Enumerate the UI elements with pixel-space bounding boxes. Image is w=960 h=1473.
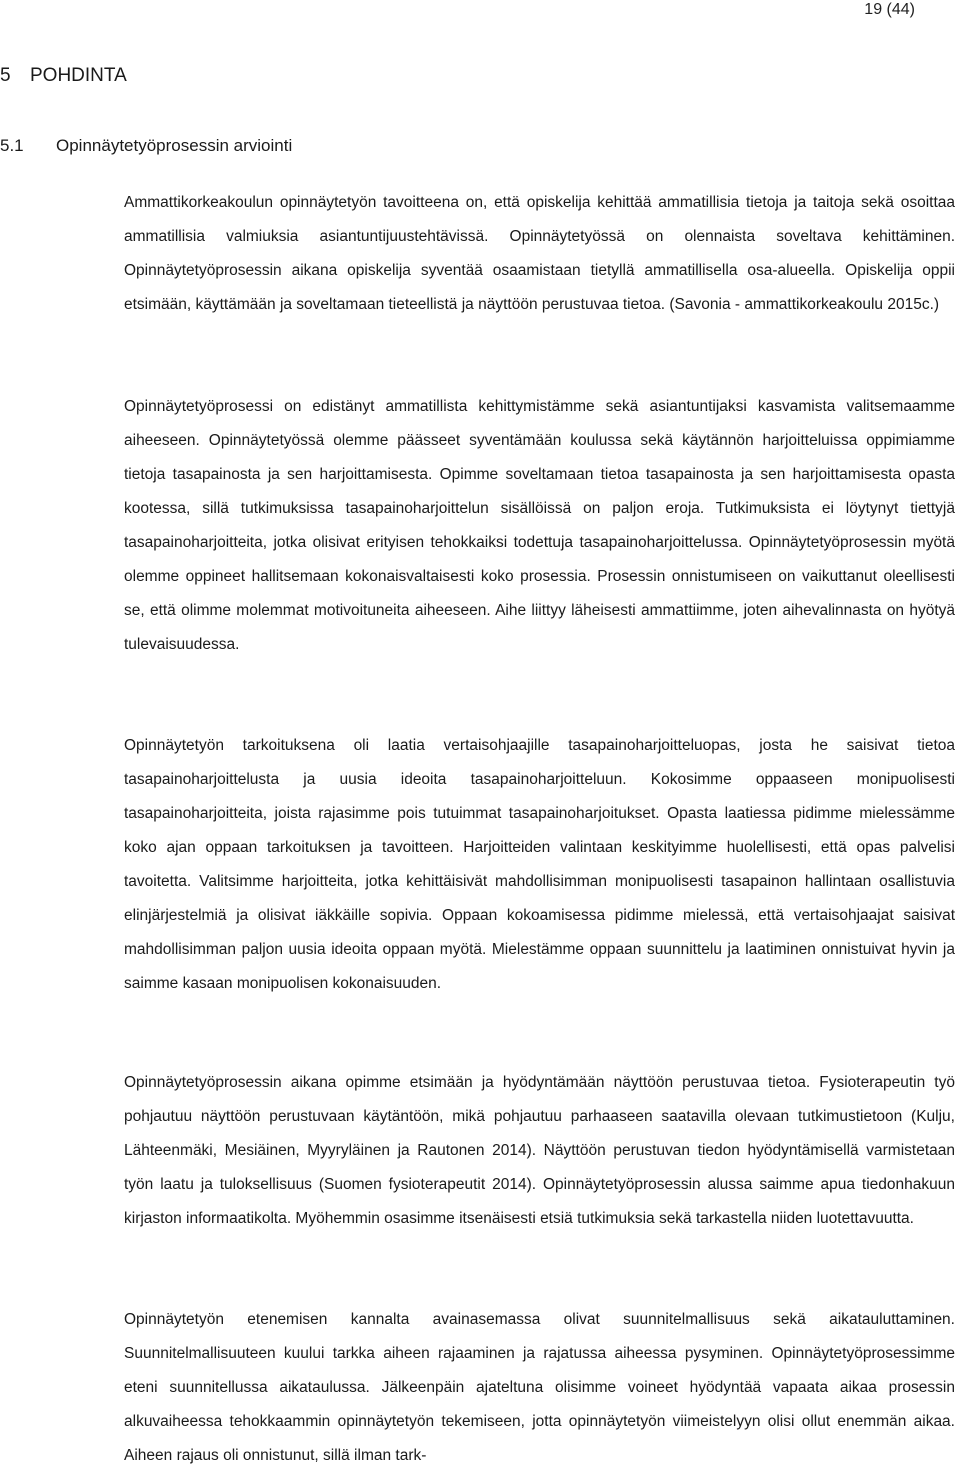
chapter-title: POHDINTA [30,65,127,86]
body-paragraph-2: Opinnäytetyöprosessi on edistänyt ammatillista kehittymistämme sekä asiantuntijaksi kasvamista valitsemaamme aiheeseen. Opinnäytetyössä olemme päässeet syventämään koulussa sekä käytännön harjoitteluissa oppimiamme tietoja tasapainosta ja sen harjoittamisesta. Opimme soveltamaan tietoa tasapainosta ja sen harjoittamisesta opasta kootessa, sillä tutkimuksissa tasapainoharjoittelun sisällöissä on paljon eroja. Tutkimuksista ei löytynyt tiettyjä tasapainoharjoitteita, jotka olisivat erityisen tehokkaiksi todettuja tasapainoharjoittelussa. Opinnäytetyöprosessin myötä olemme oppineet hallitsemaan kokonaisvaltaisesti koko prosessia. Prosessin onnistumiseen on vaikuttanut oleellisesti se, että olimme molemmat motivoituneita aiheeseen. Aihe liittyy läheisesti ammattiimme, joten aihevalinnasta on hyötyä tulevaisuudessa. [124,398,955,653]
page-number: 19 (44) [864,1,915,18]
chapter-heading [0,64,127,88]
body-paragraph-5: Opinnäytetyön etenemisen kannalta avainasemassa olivat suunnitelmallisuus sekä aikatauluttaminen. Suunnitelmallisuuteen kuului tarkka aiheen rajaaminen ja rajatussa aiheessa pysyminen. Opinnäytetyöprosessimme eteni suunnitellussa aikataulussa. Jälkeenpäin ajateltuna olisimme voineet hyödyntää vapaata aikaa prosessin alkuvaiheessa tehokkaammin opinnäytetyön tekemiseen, jotta opinnäytetyön viimeistelyyn olisi ollut enemmän aikaa. Aiheen rajaus oli onnistunut, sillä ilman tark- [124,1311,955,1464]
body-paragraph-1: Ammattikorkeakoulun opinnäytetyön tavoitteena on, että opiskelija kehittää ammatillisia tietoja ja taitoja sekä osoittaa ammatillisia valmiuksia asiantuntijuustehtävissä. Opinnäytetyössä on olennaista soveltava kehittäminen. Opinnäytetyöprosessin aikana opiskelija syventää osaamistaan tietyllä ammatillisella osa-alueella. Opiskelija oppii etsimään, käyttämään ja soveltamaan tieteellistä ja näyttöön perustuvaa tietoa. (Savonia - ammattikorkeakoulu 2015c.) [124,194,955,313]
chapter-number: 5 [0,65,11,86]
section-title: Opinnäytetyöprosessin arviointi [56,136,293,155]
body-paragraph-3: Opinnäytetyön tarkoituksena oli laatia vertaisohjaajille tasapainoharjoitteluopas, josta he saisivat tietoa tasapainoharjoittelusta ja uusia ideoita tasapainoharjoitteluun. Kokosimme oppaaseen monipuolisesti tasapainoharjoitteita, joista rajasimme pois tutuimmat tasapainoharjoitukset. Opasta laatiessa pidimme mielessämme koko ajan oppaan tarkoituksen ja tavoitteen. Harjoitteiden valintaan keskityimme huolellisesti, että opas palvelisi tavoitetta. Valitsimme harjoitteita, jotka kehittäisivät mahdollisimman monipuolisesti tasapainon hallintaan osallistuvia elinjärjestelmiä ja olisivat iäkkäille sopivia. Oppaan kokoamisessa pidimme mielessä, että vertaisohjaajat saisivat mahdollisimman paljon uusia ideoita oppaan myötä. Mielestämme oppaan suunnittelu ja laatiminen onnistuivat hyvin ja saimme kasaan monipuolisen kokonaisuuden. [124,737,955,992]
section-heading [0,135,292,157]
body-paragraph-4: Opinnäytetyöprosessin aikana opimme etsimään ja hyödyntämään näyttöön perustuvaa tietoa. Fysioterapeutin työ pohjautuu näyttöön perustuvaan käytäntöön, mikä pohjautuu parhaaseen saatavilla olevaan tutkimustietoon (Kulju, Lähteenmäki, Mesiäinen, Myyryläinen ja Rautonen 2014). Näyttöön perustuvan tiedon hyödyntämisellä varmistetaan työn laatu ja tuloksellisuus (Suomen fysioterapeutit 2014). Opinnäytetyöprosessin alussa saimme apua tiedonhakuun kirjaston informaatikolta. Myöhemmin osasimme itsenäisesti etsiä tutkimuksia sekä tarkastella niiden luotettavuutta. [124,1074,955,1227]
section-number: 5.1 [0,136,24,155]
